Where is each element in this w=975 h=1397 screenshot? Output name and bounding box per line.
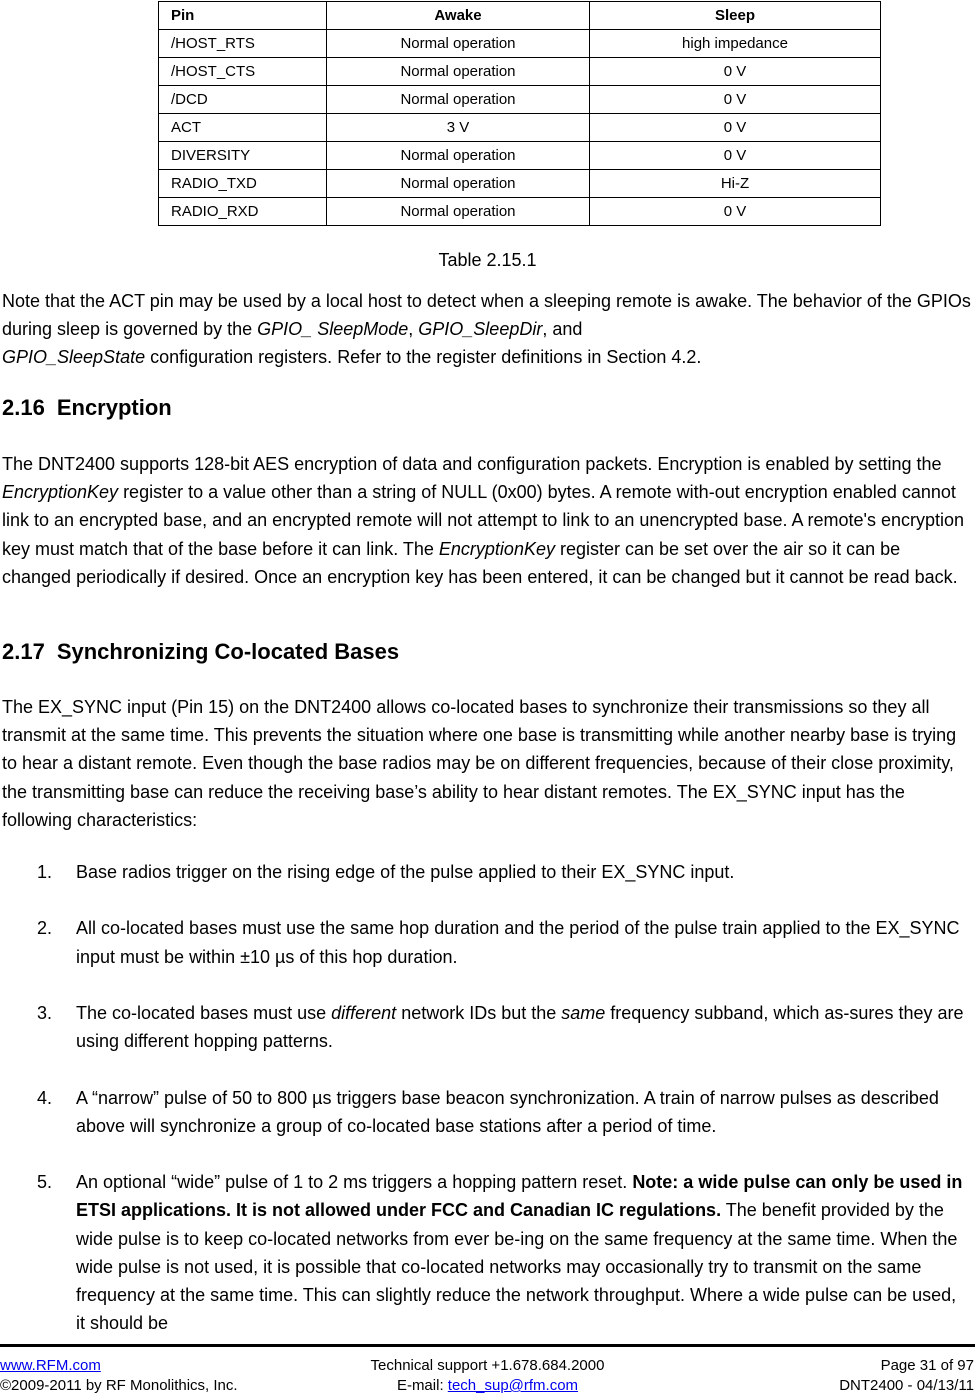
list-number: 4. [37, 1087, 53, 1108]
cell-sleep: 0 V [590, 86, 881, 114]
note-text-1: Note that the ACT pin may be used by a local host to detect when a sleeping remote is awake. The behavior of the GPIOs during sleep is governed by the [2, 291, 971, 340]
ex-sync-characteristics-list [0, 858, 970, 1366]
list-item-text-c: frequency subband, which as-sures they are using different hopping patterns. [76, 1002, 964, 1052]
list-number: 5. [37, 1172, 53, 1193]
pin-state-table [158, 1, 881, 226]
emphasis-same: same [561, 1002, 606, 1023]
cell-pin: RADIO_TXD [159, 170, 327, 198]
cell-awake: Normal operation [327, 142, 590, 170]
list-item-text: All co-located bases must use the same hop duration and the period of the pulse train applied to the EX_SYNC input must be within ±10 µs of this hop duration. [76, 918, 960, 967]
wide-pulse-warning: Note: a wide pulse can only be used in ETSI applications. It is not allowed under FCC and Canadian IC regulations. [76, 1172, 963, 1221]
table-row [159, 30, 881, 58]
list-item-text-a: An optional “wide” pulse of 1 to 2 ms triggers a hopping pattern reset. [76, 1172, 633, 1193]
section-title: Encryption [56, 395, 172, 420]
note-text-4: configuration registers. Refer to the register definitions in Section 4.2. [145, 347, 702, 368]
register-gpio-sleepstate: GPIO_SleepState [2, 347, 146, 368]
table-row [159, 198, 881, 226]
table-row [159, 170, 881, 198]
copyright-text: ©2009-2011 by RF Monolithics, Inc. [0, 1377, 238, 1394]
list-number: 2. [37, 918, 53, 939]
table-row [159, 114, 881, 142]
register-encryptionkey: EncryptionKey [438, 538, 555, 559]
technical-support-text: Technical support +1.678.684.2000 [370, 1357, 605, 1374]
cell-pin: /HOST_RTS [159, 30, 327, 58]
table-row [159, 142, 881, 170]
section-number: 2.16 [2, 395, 45, 420]
footer-divider [0, 1344, 975, 1347]
cell-pin: DIVERSITY [159, 142, 327, 170]
list-item-text-c: The benefit provided by the wide pulse is to keep co-located networks from ever be-ing on the same frequency at the same time. When the wide pulse is not used, it is possible that co-located networks may occasionally try to transmit on the same frequency at the same time. This can slightly reduce the network throughput. Where a wide pulse can be used, it should be [76, 1200, 958, 1334]
register-gpio-sleepdir: GPIO_SleepDir [418, 319, 543, 340]
sleep-note-paragraph [2, 287, 972, 372]
list-item-text-b: network IDs but the [396, 1002, 562, 1023]
list-item [0, 1084, 970, 1140]
section-heading-encryption [2, 393, 172, 423]
encryption-text-3: register can be set over the air so it can be changed periodically if desired. Once an encryption key has been entered, it can be changed but it cannot be read back. [2, 538, 958, 587]
list-item [0, 914, 970, 970]
encryption-paragraph [2, 450, 972, 591]
list-item-text: Base radios trigger on the rising edge of the pulse applied to their EX_SYNC input. [76, 862, 735, 882]
emphasis-different: different [331, 1002, 397, 1023]
table-caption: Table 2.15.1 [438, 250, 537, 270]
encryption-text-1: The DNT2400 supports 128-bit AES encryption of data and configuration packets. Encryption is enabled by setting the [2, 454, 942, 474]
encryption-text-2: register to a value other than a string of NULL (0x00) bytes. A remote with-out encryption enabled cannot link to an encrypted base, and an encrypted remote will not attempt to link to an unencrypted base. A remote's encryption key must match that of the base before it can link. The [2, 482, 964, 559]
column-header-sleep: Sleep [590, 2, 881, 30]
cell-sleep: 0 V [590, 198, 881, 226]
column-header-pin: Pin [159, 2, 327, 30]
register-encryptionkey: EncryptionKey [2, 482, 119, 503]
list-item [0, 999, 970, 1055]
cell-awake: Normal operation [327, 58, 590, 86]
section-title: Synchronizing Co-located Bases [56, 639, 400, 664]
table-row [159, 58, 881, 86]
page-number: Page 31 of 97 [880, 1357, 974, 1374]
cell-awake: Normal operation [327, 86, 590, 114]
cell-pin: ACT [159, 114, 327, 142]
column-header-awake: Awake [327, 2, 590, 30]
document-id: DNT2400 - 04/13/11 [839, 1377, 974, 1394]
cell-sleep: 0 V [590, 114, 881, 142]
list-item [0, 1168, 970, 1337]
cell-sleep: 0 V [590, 142, 881, 170]
note-text-2: , [408, 319, 419, 340]
cell-pin: /DCD [159, 86, 327, 114]
email-link[interactable]: tech_sup@rfm.com [447, 1377, 579, 1394]
table-header-row [159, 2, 881, 30]
section-number: 2.17 [2, 639, 45, 664]
cell-pin: RADIO_RXD [159, 198, 327, 226]
list-item-text-a: The co-located bases must use [76, 1002, 332, 1023]
cell-awake: Normal operation [327, 170, 590, 198]
sync-intro-paragraph: The EX_SYNC input (Pin 15) on the DNT2400 allows co-located bases to synchronize their transmissions so they all transmit at the same time. This prevents the situation where one base is transmitting while another nearby base is trying to hear a distant remote. Even though the base radios may be on different frequencies, because of their close proximity, the transmitting base can reduce the receiving base’s ability to hear distant remotes. The EX_SYNC input has the following characteristics: [2, 697, 957, 830]
list-number: 3. [37, 1002, 53, 1023]
cell-awake: Normal operation [327, 198, 590, 226]
cell-awake: Normal operation [327, 30, 590, 58]
list-item [0, 858, 970, 886]
cell-sleep: Hi-Z [590, 170, 881, 198]
cell-sleep: 0 V [590, 58, 881, 86]
cell-pin: /HOST_CTS [159, 58, 327, 86]
email-line [0, 1376, 975, 1396]
email-label: E-mail: [396, 1377, 448, 1394]
list-number: 1. [37, 862, 53, 882]
cell-sleep: high impedance [590, 30, 881, 58]
note-text-3: , and [542, 319, 583, 340]
website-link[interactable]: www.RFM.com [0, 1357, 101, 1374]
list-item-text: A “narrow” pulse of 50 to 800 µs triggers base beacon synchronization. A train of narrow pulses as described above will synchronize a group of co-located base stations after a period of time. [76, 1087, 939, 1136]
cell-awake: 3 V [327, 114, 590, 142]
register-gpio-sleepmode: GPIO_ SleepMode [257, 319, 409, 340]
section-heading-sync [2, 637, 399, 667]
table-row [159, 86, 881, 114]
